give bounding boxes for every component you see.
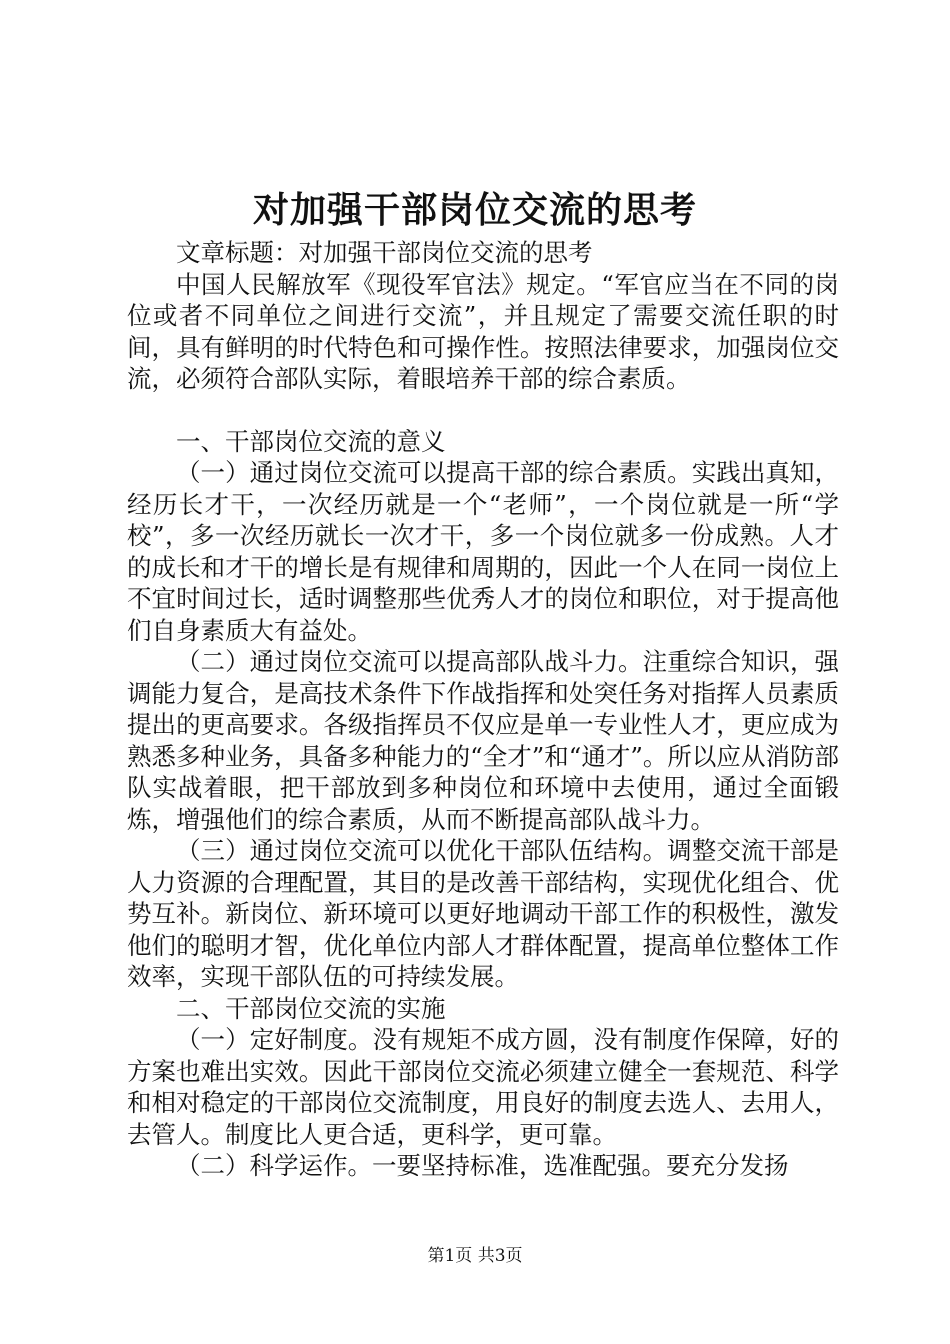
page-number-footer: 第1页 共3页 — [427, 1246, 523, 1266]
paragraph-implementation-2: （二）科学运作。一要坚持标准，选准配强。要充分发扬 — [176, 1151, 789, 1180]
paragraph-significance-2: （二）通过岗位交流可以提高部队战斗力。注重综合知识，强调能力复合，是高技术条件下作战指挥和处突任务对指挥人员素质提出的更高要求。各级指挥员不仅应是单一专业性人才，更应成为熟悉多种业务，具备多种能力的“全才”和“通才”。所以应从消防部队实战着眼，把干部放到多种岗位和环境中去使用，通过全面锻炼，增强他们的综合素质，从而不断提高部队战斗力。 — [127, 647, 839, 834]
section-heading-significance: 一、干部岗位交流的意义 — [176, 426, 446, 456]
intro-paragraph: 中国人民解放军《现役军官法》规定。“军官应当在不同的岗位或者不同单位之间进行交流”，并且规定了需要交流任职的时间，具有鲜明的时代特色和可操作性。按照法律要求，加强岗位交流，必须符合部队实际，着眼培养干部的综合素质。 — [127, 269, 839, 393]
document-title: 对加强干部岗位交流的思考 — [252, 189, 697, 231]
section-heading-implementation: 二、干部岗位交流的实施 — [176, 993, 446, 1023]
article-title-line: 文章标题：对加强干部岗位交流的思考 — [176, 238, 593, 267]
document-body — [127, 237, 839, 1182]
paragraph-significance-1: （一）通过岗位交流可以提高干部的综合素质。实践出真知，经历长才干，一次经历就是一个“老师”，一个岗位就是一所“学校”，多一次经历就长一次才干，多一个岗位就多一份成熟。人才的成长和才干的增长是有规律和周期的，因此一个人在同一岗位上不宜时间过长，适时调整那些优秀人才的岗位和职位，对于提高他们自身素质大有益处。 — [127, 458, 839, 645]
paragraph-implementation-1: （一）定好制度。没有规矩不成方圆，没有制度作保障，好的方案也难出实效。因此干部岗位交流必须建立健全一套规范、科学和相对稳定的干部岗位交流制度，用良好的制度去选人、去用人，去管人。制度比人更合适，更科学，更可靠。 — [127, 1025, 839, 1149]
paragraph-significance-3: （三）通过岗位交流可以优化干部队伍结构。调整交流干部是人力资源的合理配置，其目的是改善干部结构，实现优化组合、优势互补。新岗位、新环境可以更好地调动干部工作的积极性，激发他们的聪明才智，优化单位内部人才群体配置，提高单位整体工作效率，实现干部队伍的可持续发展。 — [127, 836, 839, 991]
